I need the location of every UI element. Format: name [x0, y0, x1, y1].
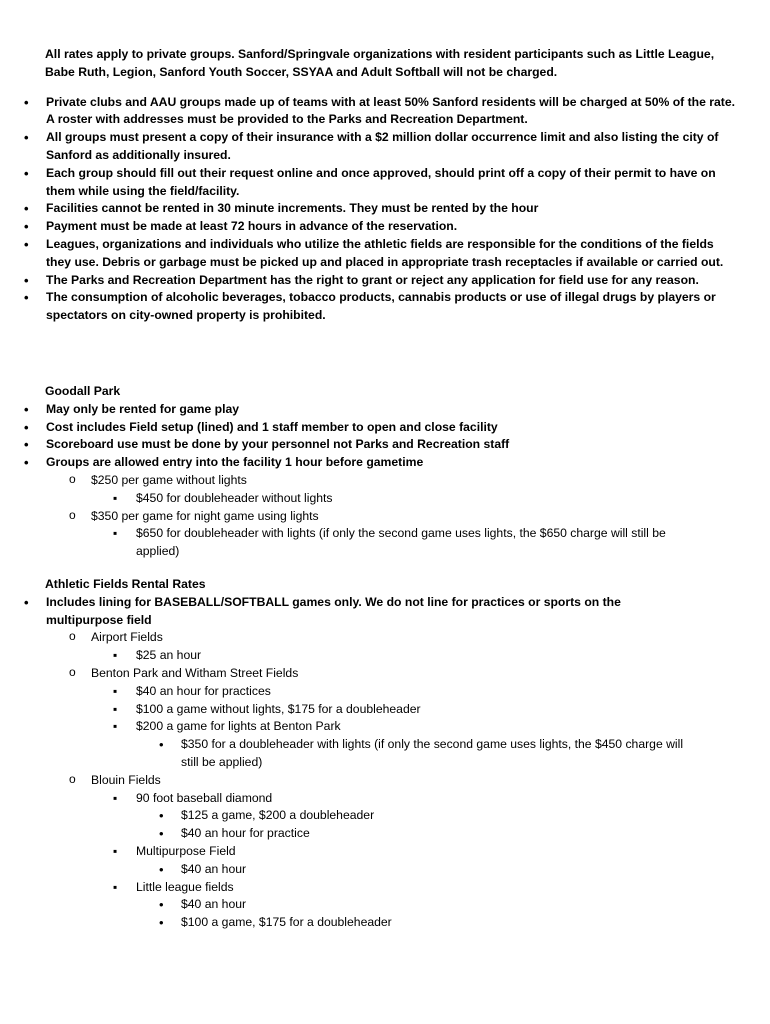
athletic-section: [45, 576, 735, 932]
goodall-rule: • Groups are allowed entry into the facility 1 hour before gametime: [0, 454, 735, 472]
goodall-rule: • May only be rented for game play: [0, 401, 735, 419]
goodall-rate-detail: ▪ $450 for doubleheader without lights: [0, 490, 735, 508]
policy-item: • Leagues, organizations and individuals who utilize the athletic fields are responsible for the conditions of the fields they use. Debris or garbage must be picked up and placed in appropriate trash receptacles if available or carried out.: [0, 236, 735, 272]
policy-item: • Private clubs and AAU groups made up of teams with at least 50% Sanford residents will be charged at 50% of the rate. A roster with addresses must be provided to the Parks and Recreation Department.: [0, 94, 735, 130]
field-subtype: ▪ Multipurpose Field: [0, 843, 735, 861]
intro-paragraph: [45, 46, 735, 325]
goodall-rule: • Scoreboard use must be done by your personnel not Parks and Recreation staff: [0, 436, 735, 454]
policy-item: • Each group should fill out their request online and once approved, should print off a copy of their permit to have on them while using the field/facility.: [0, 165, 735, 201]
field-rate: ▪ $40 an hour for practices: [0, 683, 735, 701]
field-rate-detail: • $40 an hour: [0, 896, 735, 914]
goodall-rate-detail: ▪ $650 for doubleheader with lights (if only the second game uses lights, the $650 charge will still be applied): [0, 525, 691, 561]
policy-item: • The Parks and Recreation Department has the right to grant or reject any application for field use for any reason.: [0, 272, 735, 290]
policy-list: [0, 94, 735, 325]
policy-item: • Payment must be made at least 72 hours in advance of the reservation.: [0, 218, 735, 236]
policy-item: • All groups must present a copy of their insurance with a $2 million dollar occurrence limit and also listing the city of Sanford as additionally insured.: [0, 129, 735, 165]
policy-item: • The consumption of alcoholic beverages, tobacco products, cannabis products or use of illegal drugs by players or spectators on city-owned property is prohibited.: [0, 289, 735, 325]
field-subtype: ▪ Little league fields: [0, 879, 735, 897]
field-rate-detail: • $125 a game, $200 a doubleheader: [0, 807, 735, 825]
goodall-list: [0, 401, 735, 561]
goodall-rate: o $350 per game for night game using lights: [0, 508, 735, 526]
field-name: o Benton Park and Witham Street Fields: [0, 665, 735, 683]
field-rate-detail: • $100 a game, $175 for a doubleheader: [0, 914, 735, 932]
field-name: o Airport Fields: [0, 629, 735, 647]
athletic-list: [0, 594, 735, 932]
policy-item: • Facilities cannot be rented in 30 minute increments. They must be rented by the hour: [0, 200, 735, 218]
field-rate: ▪ $100 a game without lights, $175 for a doubleheader: [0, 701, 735, 719]
athletic-heading: Athletic Fields Rental Rates: [45, 577, 206, 591]
goodall-rate: o $250 per game without lights: [0, 472, 735, 490]
field-rate-detail: • $350 for a doubleheader with lights (if only the second game uses lights, the $450 charge will still be applied): [0, 736, 691, 772]
field-rate-detail: • $40 an hour: [0, 861, 735, 879]
goodall-heading: Goodall Park: [45, 384, 121, 398]
field-subtype: ▪ 90 foot baseball diamond: [0, 790, 735, 808]
field-name: o Blouin Fields: [0, 772, 735, 790]
lining-note: • Includes lining for BASEBALL/SOFTBALL games only. We do not line for practices or sports on the multipurpose field: [0, 594, 666, 630]
goodall-section: [45, 383, 735, 561]
intro-text: All rates apply to private groups. Sanford/Springvale organizations with resident participants such as Little League, Babe Ruth, Legion, Sanford Youth Soccer, SSYAA and Adult Softball will not be charged.: [45, 47, 715, 79]
field-rate-detail: • $40 an hour for practice: [0, 825, 735, 843]
field-rate: ▪ $25 an hour: [0, 647, 735, 665]
goodall-rule: • Cost includes Field setup (lined) and 1 staff member to open and close facility: [0, 419, 735, 437]
field-rate: ▪ $200 a game for lights at Benton Park: [0, 718, 735, 736]
